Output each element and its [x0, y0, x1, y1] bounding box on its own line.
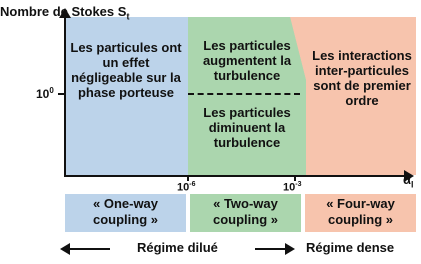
x-tick-label-2	[283, 181, 301, 194]
x-axis-title-text: α	[403, 172, 411, 187]
two-way-augment-text: Les particules augmentent la turbulence	[202, 38, 292, 83]
y-tick-exp: 0	[49, 86, 54, 95]
x-tick-label-1	[177, 181, 195, 194]
dilute-regime-label: Régime dilué	[137, 240, 218, 255]
y-axis-title-subscript: t	[126, 11, 130, 22]
y-axis-title-text: Nombre de Stokes S	[0, 4, 127, 19]
y-tick-label	[36, 86, 54, 101]
x-tick2-exp: -3	[295, 181, 302, 188]
right-arrow-icon	[285, 243, 295, 255]
left-arrow-line	[68, 248, 110, 250]
y-tick-base: 10	[36, 87, 50, 101]
dashed-divider	[188, 93, 300, 95]
dense-regime-label: Régime dense	[306, 240, 395, 255]
one-way-region-text: Les particules ont un effet négligeable sur la phase porteuse	[70, 40, 182, 100]
right-arrow-line	[255, 248, 285, 250]
four-way-region-text: Les interactions inter-particules sont de premier ordre	[312, 48, 412, 108]
y-tick-mark	[58, 93, 66, 95]
x-tick1-base: 10	[177, 181, 190, 194]
x-axis-title-subscript: l	[411, 179, 414, 190]
four-way-coupling-box: « Four-way coupling »	[305, 194, 416, 232]
two-way-coupling-box: « Two-way coupling »	[190, 194, 301, 232]
x-axis-line	[64, 175, 406, 177]
y-axis-title	[0, 4, 129, 22]
two-way-diminish-text: Les particules diminuent la turbulence	[203, 105, 291, 150]
x-tick1-exp: -6	[189, 181, 196, 188]
x-axis-title	[403, 172, 414, 190]
one-way-coupling-box: « One-way coupling »	[65, 194, 186, 232]
x-tick2-base: 10	[283, 181, 296, 194]
y-axis-line	[64, 14, 66, 177]
